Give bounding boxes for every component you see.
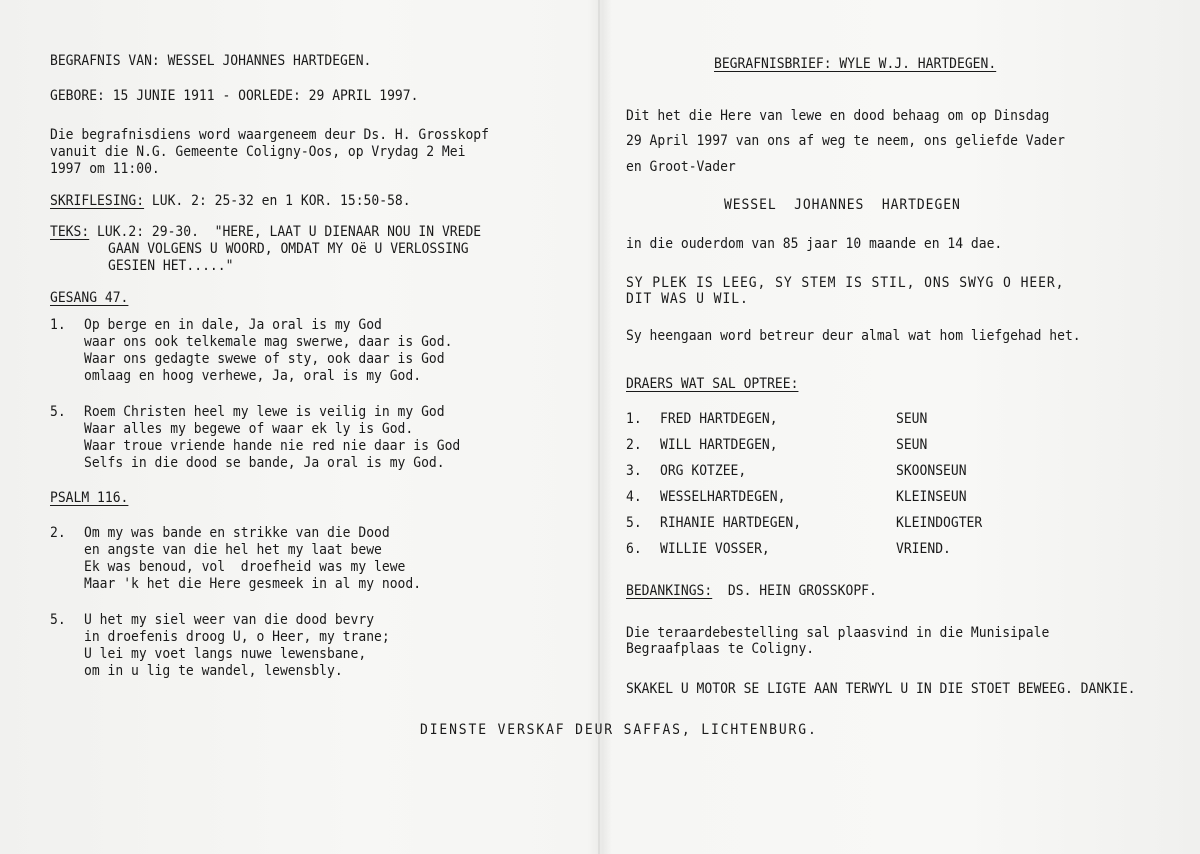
quote-line-1: SY PLEK IS LEEG, SY STEM IS STIL, ONS SWYG O HEER, (626, 275, 1065, 291)
letter-title: BEGRAFNISBRIEF: WYLE W.J. HARTDEGEN. (714, 56, 997, 72)
bearer-4-number: 4. (626, 489, 642, 505)
psalm-title: PSALM 116. (50, 490, 129, 506)
psalm-verse-5-line-3: U lei my voet langs nuwe lewensbane, (84, 646, 367, 662)
bearer-1-number: 1. (626, 411, 642, 427)
bearer-6-relation: VRIEND. (896, 541, 951, 557)
text-line-1 (50, 224, 481, 242)
hymn-verse-1-line-4: omlaag en hoog verhewe, Ja, oral is my God. (84, 368, 422, 384)
bearer-2-relation: SEUN (896, 437, 928, 453)
text-label: TEKS: (50, 224, 90, 240)
bearer-1-relation: SEUN (896, 411, 928, 427)
bearer-3-relation: SKOONSEUN (896, 463, 967, 479)
bearer-4-name: WESSELHARTDEGEN, (660, 489, 786, 505)
reading-label: SKRIFLESING: (50, 193, 145, 209)
bearer-6-name: WILLIE VOSSER, (660, 541, 770, 557)
intro-line-1: Dit het die Here van lewe en dood behaag om op Dinsdag (626, 108, 1050, 124)
mourn-line: Sy heengaan word betreur deur almal wat hom liefgehad het. (626, 328, 1081, 344)
psalm-verse-2-line-1: Om my was bande en strikke van die Dood (84, 525, 390, 541)
bearer-5-name: RIHANIE HARTDEGEN, (660, 515, 802, 531)
psalm-verse-2-number: 2. (50, 525, 66, 541)
header-line: BEGRAFNIS VAN: WESSEL JOHANNES HARTDEGEN. (50, 53, 372, 69)
quote-line-2: DIT WAS U WIL. (626, 291, 749, 307)
reading-line (50, 193, 411, 211)
psalm-verse-5-line-4: om in u lig te wandel, lewensbly. (84, 663, 343, 679)
text-line-3: GESIEN HET....." (108, 258, 234, 274)
bearer-5-relation: KLEINDOGTER (896, 515, 983, 531)
intro-line-3: en Groot-Vader (626, 159, 736, 175)
hymn-verse-1-line-1: Op berge en in dale, Ja oral is my God (84, 317, 382, 333)
hymn-verse-5-number: 5. (50, 404, 66, 420)
bearers-title: DRAERS WAT SAL OPTREE: (626, 376, 799, 392)
bearer-2-number: 2. (626, 437, 642, 453)
footer-credit: DIENSTE VERSKAF DEUR SAFFAS, LICHTENBURG. (420, 722, 818, 738)
lights-line: SKAKEL U MOTOR SE LIGTE AAN TERWYL U IN DIE STOET BEWEEG. DANKIE. (626, 681, 1136, 697)
hymn-verse-5-line-1: Roem Christen heel my lewe is veilig in my God (84, 404, 445, 420)
burial-line-2: Begraafplaas te Coligny. (626, 641, 815, 657)
age-line: in die ouderdom van 85 jaar 10 maande en 14 dae. (626, 236, 1003, 252)
hymn-verse-5-line-4: Selfs in die dood se bande, Ja oral is my God. (84, 455, 445, 471)
hymn-verse-1-number: 1. (50, 317, 66, 333)
deceased-name: WESSEL JOHANNES HARTDEGEN (724, 197, 961, 213)
hymn-title: GESANG 47. (50, 290, 129, 306)
burial-line-1: Die teraardebestelling sal plaasvind in die Munisipale (626, 625, 1050, 641)
service-line-2: vanuit die N.G. Gemeente Coligny-Oos, op Vrydag 2 Mei (50, 144, 466, 160)
thanks-text: DS. HEIN GROSSKOPF. (712, 583, 877, 599)
hymn-verse-1-line-3: Waar ons gedagte swewe of sty, ook daar is God (84, 351, 445, 367)
thanks-line (626, 583, 877, 601)
bearer-2-name: WILL HARTDEGEN, (660, 437, 778, 453)
bearer-4-relation: KLEINSEUN (896, 489, 967, 505)
psalm-verse-5-line-2: in droefenis droog U, o Heer, my trane; (84, 629, 390, 645)
psalm-verse-2-line-4: Maar 'k het die Here gesmeek in al my nood. (84, 576, 422, 592)
hymn-verse-5-line-2: Waar alles my begewe of waar ek ly is God. (84, 421, 414, 437)
bearer-6-number: 6. (626, 541, 642, 557)
reading-text: LUK. 2: 25-32 en 1 KOR. 15:50-58. (144, 193, 411, 209)
text-line-2: GAAN VOLGENS U WOORD, OMDAT MY Oë U VERLOSSING (108, 241, 469, 257)
thanks-label: BEDANKINGS: (626, 583, 713, 599)
service-line-1: Die begrafnisdiens word waargeneem deur Ds. H. Grosskopf (50, 127, 489, 143)
bearer-3-number: 3. (626, 463, 642, 479)
psalm-verse-2-line-3: Ek was benoud, vol droefheid was my lewe (84, 559, 406, 575)
bearer-5-number: 5. (626, 515, 642, 531)
psalm-verse-5-number: 5. (50, 612, 66, 628)
text-text-1: LUK.2: 29-30. "HERE, LAAT U DIENAAR NOU IN VREDE (89, 224, 482, 240)
dates-line: GEBORE: 15 JUNIE 1911 - OORLEDE: 29 APRIL 1997. (50, 88, 419, 104)
bearer-3-name: ORG KOTZEE, (660, 463, 747, 479)
intro-line-2: 29 April 1997 van ons af weg te neem, ons geliefde Vader (626, 133, 1065, 149)
service-line-3: 1997 om 11:00. (50, 161, 160, 177)
psalm-verse-5-line-1: U het my siel weer van die dood bevry (84, 612, 375, 628)
psalm-verse-2-line-2: en angste van die hel het my laat bewe (84, 542, 382, 558)
hymn-verse-5-line-3: Waar troue vriende hande nie red nie daar is God (84, 438, 461, 454)
hymn-verse-1-line-2: waar ons ook telkemale mag swerwe, daar is God. (84, 334, 453, 350)
bearer-1-name: FRED HARTDEGEN, (660, 411, 778, 427)
